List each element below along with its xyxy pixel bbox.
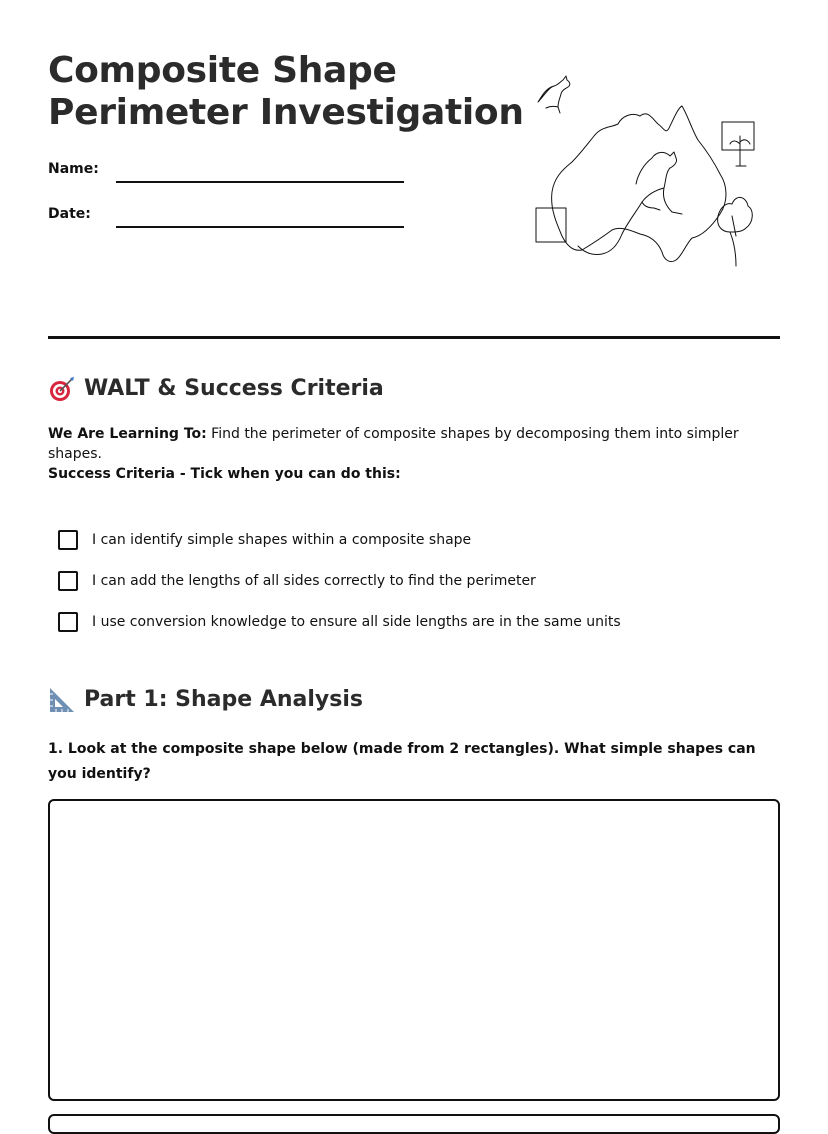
criteria-checkbox-2[interactable]	[58, 571, 78, 591]
small-square-icon	[536, 208, 566, 242]
small-kangaroo-icon	[538, 76, 570, 113]
worksheet-page	[48, 0, 780, 1118]
criteria-text-1: I can identify simple shapes within a composite shape	[92, 532, 472, 548]
date-field[interactable]	[48, 205, 408, 229]
gum-tree-icon	[718, 197, 753, 266]
date-label: Date:	[48, 206, 91, 222]
date-line[interactable]	[116, 226, 404, 228]
answer-box-2[interactable]	[48, 1114, 780, 1134]
part1-heading	[48, 686, 363, 714]
target-icon	[48, 375, 76, 403]
criteria-item-1[interactable]	[58, 528, 621, 552]
criteria-item-2[interactable]	[58, 569, 621, 593]
page-title	[48, 50, 524, 134]
criteria-checkbox-1[interactable]	[58, 530, 78, 550]
walt-heading	[48, 375, 384, 403]
question-1: 1. Look at the composite shape below (made from 2 rectangles). What simple shapes can you identify?	[48, 741, 756, 782]
name-field[interactable]	[48, 160, 408, 184]
header-divider	[48, 336, 780, 339]
walt-text: Find the perimeter of composite shapes by decomposing them into simpler shapes.	[48, 426, 739, 462]
walt-label: We Are Learning To:	[48, 426, 207, 442]
kangaroo-icon	[578, 152, 682, 255]
criteria-text-2: I can add the lengths of all sides correctly to find the perimeter	[92, 573, 536, 589]
australia-map-illustration	[532, 66, 758, 270]
criteria-text-3: I use conversion knowledge to ensure all side lengths are in the same units	[92, 614, 621, 630]
australia-outline-icon	[552, 106, 726, 262]
set-square-icon	[48, 686, 76, 714]
success-criteria-list	[58, 528, 621, 651]
page-title-line-2: Perimeter Investigation	[48, 92, 524, 133]
walt-heading-text: WALT & Success Criteria	[84, 376, 384, 401]
tree-in-square-icon	[722, 122, 754, 150]
page-title-line-1: Composite Shape	[48, 50, 397, 91]
name-line[interactable]	[116, 181, 404, 183]
part1-heading-text: Part 1: Shape Analysis	[84, 687, 363, 712]
answer-box-1[interactable]	[48, 799, 780, 1101]
criteria-item-3[interactable]	[58, 610, 621, 634]
walt-statement	[48, 424, 780, 464]
name-label: Name:	[48, 161, 99, 177]
criteria-checkbox-3[interactable]	[58, 612, 78, 632]
success-criteria-heading: Success Criteria - Tick when you can do this:	[48, 466, 401, 482]
